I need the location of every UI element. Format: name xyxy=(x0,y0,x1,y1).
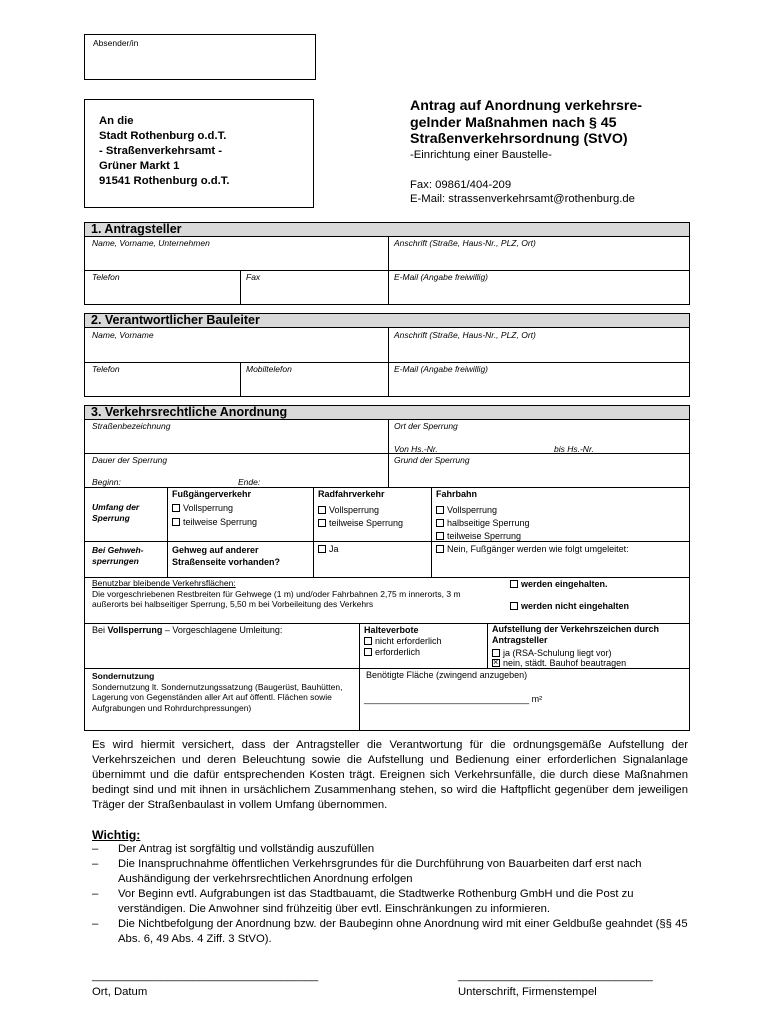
option-label: halbseitige Sperrung xyxy=(447,518,530,528)
address-line: An die xyxy=(99,115,134,127)
checkbox-icon xyxy=(364,648,372,656)
checkbox-icon xyxy=(436,519,444,527)
widths-not-kept-checkbox[interactable] xyxy=(510,601,629,611)
walkway-yes-checkbox[interactable] xyxy=(318,544,339,554)
recipient-lines xyxy=(99,114,230,189)
lane-half-checkbox[interactable] xyxy=(436,518,530,528)
walkway-no-checkbox[interactable] xyxy=(436,544,629,554)
place-date-line[interactable]: ____________________________________ xyxy=(92,970,319,982)
list-item: – Der Antrag ist sorgfältig und vollständig auszufüllen xyxy=(92,842,692,857)
checkbox-icon xyxy=(436,506,444,514)
applicant-address-field[interactable]: Anschrift (Straße, Haus-Nr., PLZ, Ort) xyxy=(394,238,536,248)
option-label: werden eingehalten. xyxy=(521,579,608,589)
special-title: Sondernutzung xyxy=(92,671,155,681)
address-line: Grüner Markt 1 xyxy=(99,160,180,172)
lane-partial-checkbox[interactable] xyxy=(436,531,521,541)
signature-label: Unterschrift, Firmenstempel xyxy=(458,986,597,998)
option-label: Vollsperrung xyxy=(183,503,234,513)
checkbox-icon xyxy=(436,532,444,540)
walkway-label: Bei Gehweh-sperrungen xyxy=(92,545,144,566)
signs-title: Aufstellung der Verkehrszeichen durch Antragsteller xyxy=(492,624,660,645)
address-line: 91541 Rothenburg o.d.T. xyxy=(99,175,230,187)
important-title: Wichtig: xyxy=(92,828,141,842)
applicant-name-field[interactable]: Name, Vorname, Unternehmen xyxy=(92,238,210,248)
option-label: nicht erforderlich xyxy=(375,636,442,646)
walkway-question: Gehweg auf anderer Straßenseite vorhanden? xyxy=(172,545,281,567)
form-subtitle: -Einrichtung einer Baustelle- xyxy=(410,149,552,161)
checkbox-icon xyxy=(510,602,518,610)
no-parking-not-needed-checkbox[interactable] xyxy=(364,636,442,646)
title-line: Antrag auf Anordnung verkehrsre- xyxy=(410,98,643,114)
street-name-field[interactable]: Straßenbezeichnung xyxy=(92,421,171,431)
checkbox-icon xyxy=(318,545,326,553)
signature-line[interactable]: _______________________________ xyxy=(458,970,653,982)
detour-prefix: Bei xyxy=(92,625,108,635)
option-label: teilweise Sperrung xyxy=(447,531,522,541)
cyclist-full-checkbox[interactable] xyxy=(318,505,379,515)
option-label: werden nicht eingehalten xyxy=(521,601,630,611)
detour-bold: Vollsperrung xyxy=(107,625,163,635)
sender-label: Absender/in xyxy=(93,38,139,48)
important-list xyxy=(92,842,692,947)
title-line: Straßenverkehrsordnung (StVO) xyxy=(410,131,628,147)
option-label: Ja xyxy=(329,544,339,554)
option-label: Vollsperrung xyxy=(329,505,380,515)
address-line: Stadt Rothenburg o.d.T. xyxy=(99,130,227,142)
option-label: Vollsperrung xyxy=(447,505,498,515)
manager-mobile-field[interactable]: Mobiltelefon xyxy=(246,364,292,374)
list-item: – Vor Beginn evtl. Aufgrabungen ist das Stadtbauamt, die Stadtwerke Rothenburg GmbH und die Post zu verständigen. Die Anwohner sind frühzeitig über evtl. Einschränkungen zu informieren. xyxy=(92,887,692,917)
closure-reason-field[interactable]: Grund der Sperrung xyxy=(394,455,470,465)
to-house-no-field[interactable]: bis Hs.-Nr. xyxy=(554,444,594,454)
detour-suffix: – Vorgeschlagene Umleitung: xyxy=(162,625,283,635)
special-use xyxy=(92,671,354,713)
signs-yes-checkbox[interactable] xyxy=(492,648,612,658)
fax-number: Fax: 09861/404-209 xyxy=(410,179,512,191)
section-1-title: 1. Antragsteller xyxy=(84,222,690,237)
usable-areas xyxy=(92,578,492,610)
cyclist-partial-checkbox[interactable] xyxy=(318,518,403,528)
pedestrian-full-checkbox[interactable] xyxy=(172,503,233,513)
option-label: teilweise Sperrung xyxy=(329,518,404,528)
special-text: Sondernutzung lt. Sondernutzungssatzung (Baugerüst, Bauhütten, Lagerung von Gegenständen aller Art auf öffentl. Flächen sowie Aufgrabungen und Rohrdurchpressungen) xyxy=(92,681,343,713)
checkbox-icon xyxy=(510,580,518,588)
section-2-title: 2. Verantwortlicher Bauleiter xyxy=(84,313,690,328)
manager-phone-field[interactable]: Telefon xyxy=(92,364,120,374)
area-label: Benötigte Fläche (zwingend anzugeben) xyxy=(366,670,528,680)
signs-no-checkbox[interactable] xyxy=(492,658,626,668)
form-title xyxy=(410,98,642,148)
checkbox-checked-icon xyxy=(492,659,500,667)
lane-full-checkbox[interactable] xyxy=(436,505,497,515)
closure-duration-field: Dauer der Sperrung xyxy=(92,455,168,465)
no-parking-title: Halteverbote xyxy=(364,625,419,635)
place-date-label: Ort, Datum xyxy=(92,986,148,998)
applicant-phone-field[interactable]: Telefon xyxy=(92,272,120,282)
no-parking-needed-checkbox[interactable] xyxy=(364,647,420,657)
option-label: ja (RSA-Schulung liegt vor) xyxy=(503,648,612,658)
closure-place-field[interactable]: Ort der Sperrung xyxy=(394,421,458,431)
list-item-text: Vor Beginn evtl. Aufgrabungen ist das Stadtbauamt, die Stadtwerke Rothenburg GmbH und die Post zu verständigen. Die Anwohner sind frühzeitig über evtl. Einschränkungen zu informieren. xyxy=(118,888,634,915)
begin-date-field[interactable]: Beginn: xyxy=(92,477,121,487)
option-label: nein, städt. Bauhof beautragen xyxy=(503,658,627,668)
address-line: - Straßenverkehrsamt - xyxy=(99,145,223,157)
option-label: Nein, Fußgänger werden wie folgt umgeleitet: xyxy=(447,544,629,554)
end-date-field[interactable]: Ende: xyxy=(238,477,261,487)
list-item-text: Die Inanspruchnahme öffentlichen Verkehrsgrundes für die Durchführung von Bauarbeiten darf erst nach Aushändigung der verkehrsrechtlichen Anordnung erfolgen xyxy=(118,858,642,885)
checkbox-icon xyxy=(436,545,444,553)
checkbox-icon xyxy=(364,637,372,645)
pedestrian-header: Fußgängerverkehr xyxy=(172,489,252,499)
checkbox-icon xyxy=(318,519,326,527)
email-address: E-Mail: strassenverkehrsamt@rothenburg.de xyxy=(410,193,635,205)
checkbox-icon xyxy=(318,506,326,514)
manager-email-field[interactable]: E-Mail (Angabe freiwillig) xyxy=(394,364,489,374)
section-3-title: 3. Verkehrsrechtliche Anordnung xyxy=(84,405,690,420)
applicant-fax-field[interactable]: Fax xyxy=(246,272,261,282)
lane-header: Fahrbahn xyxy=(436,489,478,499)
list-item: – Die Nichtbefolgung der Anordnung bzw. der Baubeginn ohne Anordnung wird mit einer Geldbuße geahndet (§§ 45 Abs. 6, 49 Abs. 4 Ziff. 3 StVO). xyxy=(92,917,692,947)
manager-name-field[interactable]: Name, Vorname xyxy=(92,330,154,340)
list-item-text: Der Antrag ist sorgfältig und vollständig auszufüllen xyxy=(118,843,375,855)
usable-text: Die vorgeschriebenen Restbreiten für Gehwege (1 m) und/oder Fahrbahnen 2,75 m innerorts, 3 m außerorts bei halbseitiger Sperrung, 5,50 m bei Vorbeileitung des Verkehrs xyxy=(92,588,461,609)
list-item: – Die Inanspruchnahme öffentlichen Verkehrsgrundes für die Durchführung von Bauarbeiten darf erst nach Aushändigung der verkehrsrechtlichen Anordnung erfolgen xyxy=(92,857,692,887)
declaration-text: Es wird hiermit versichert, dass der Antragsteller die Verantwortung für die ordnungsgemäße Aufstellung der Verkehrszeichen und deren Beleuchtung sowie die Aufstellung und Bedienung einer erforderlichen Signalanlage übernimmt und die dafür entsprechenden Kosten trägt. Ereignen sich Verkehrsunfälle, die durch diese Maßnahmen bedingt sind und mit ihnen in ursächlichem Zusammenhang stehen, so wird die Haftpflicht gegenüber dem jeweiligen Träger der Straßenbaulast in vollem Umfang übernommen. xyxy=(92,739,688,811)
manager-address-field[interactable]: Anschrift (Straße, Haus-Nr., PLZ, Ort) xyxy=(394,330,536,340)
list-item-text: Die Nichtbefolgung der Anordnung bzw. der Baubeginn ohne Anordnung wird mit einer Geldbuße geahndet (§§ 45 Abs. 6, 49 Abs. 4 Ziff. 3 StVO). xyxy=(118,918,688,945)
checkbox-icon xyxy=(172,504,180,512)
option-label: teilweise Sperrung xyxy=(183,517,258,527)
scope-label: Umfang der Sperrung xyxy=(92,502,140,523)
sender-box[interactable] xyxy=(84,34,316,80)
usable-title: Benutzbar bleibende Verkehrsflächen: xyxy=(92,578,236,588)
widths-kept-checkbox[interactable] xyxy=(510,579,608,589)
option-label: erforderlich xyxy=(375,647,421,657)
title-line: gelnder Maßnahmen nach § 45 xyxy=(410,114,617,131)
detour-field[interactable] xyxy=(92,625,282,635)
area-input[interactable]: _________________________________ m² xyxy=(364,694,543,704)
checkbox-icon xyxy=(172,518,180,526)
cyclist-header: Radfahrverkehr xyxy=(318,489,385,499)
recipient-address xyxy=(84,99,314,208)
from-house-no-field[interactable]: Von Hs.-Nr. xyxy=(394,444,438,454)
pedestrian-partial-checkbox[interactable] xyxy=(172,517,257,527)
applicant-email-field[interactable]: E-Mail (Angabe freiwillig) xyxy=(394,272,489,282)
